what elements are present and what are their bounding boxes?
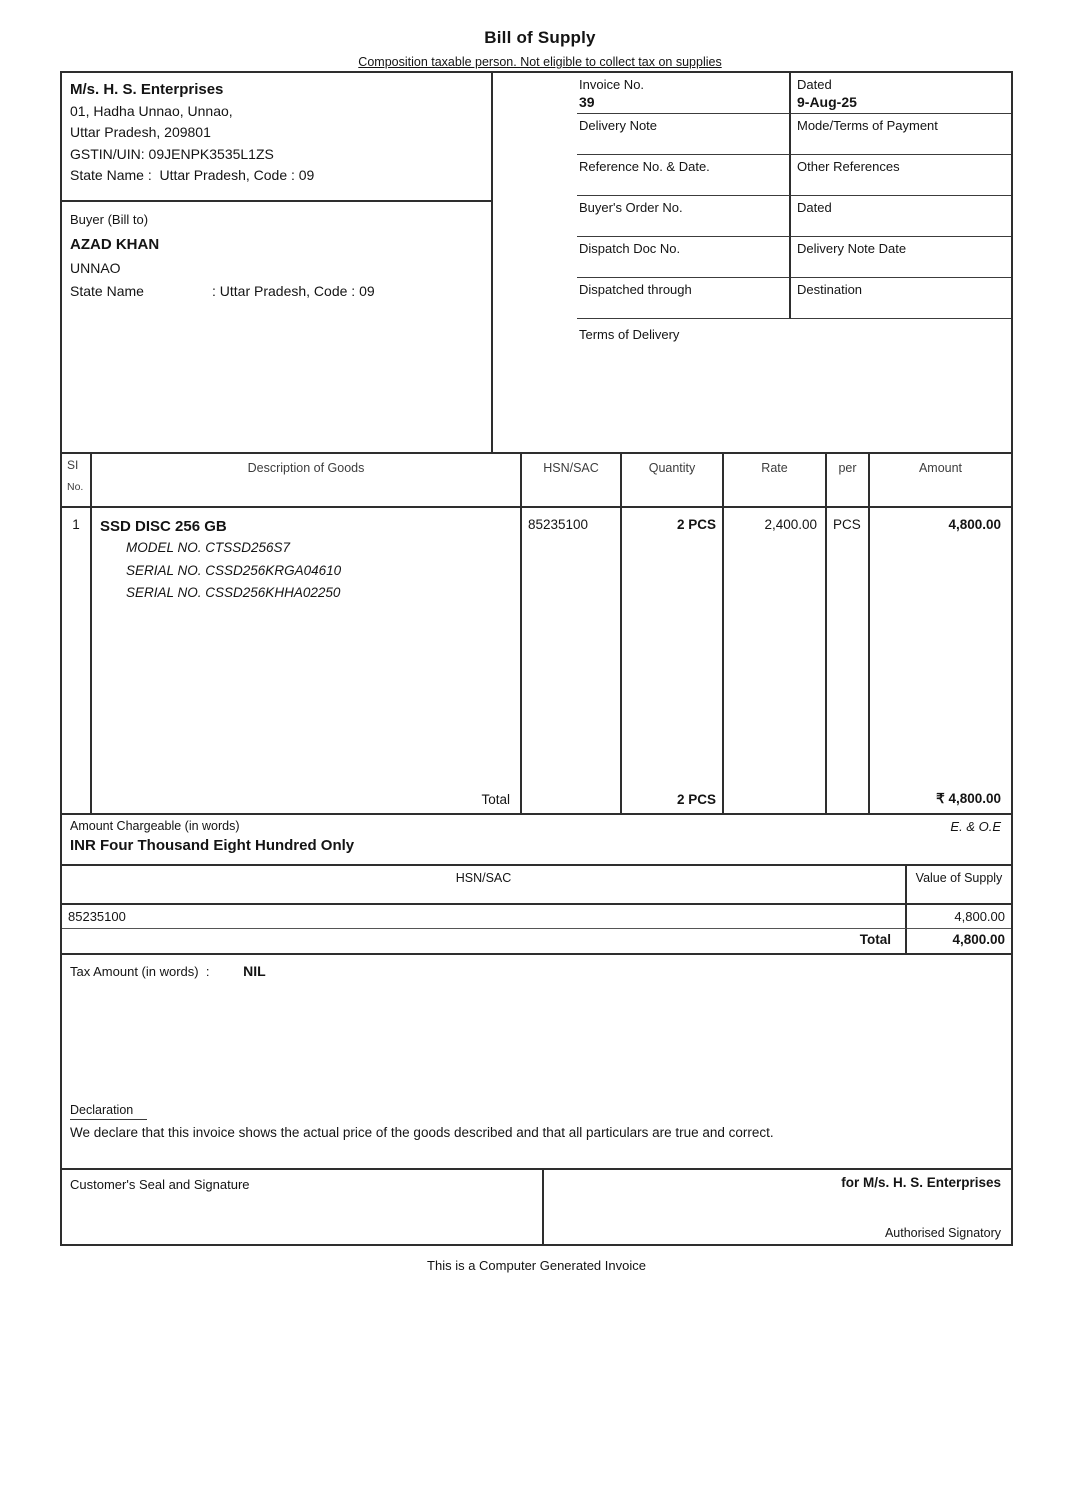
detail-label: Dispatch Doc No. bbox=[579, 241, 681, 256]
tax-declaration-section bbox=[62, 955, 1011, 1168]
declaration-text: We declare that this invoice shows the actual price of the goods described and that all particulars are true and correct. bbox=[70, 1125, 774, 1140]
invoice-number: 39 bbox=[579, 94, 595, 110]
hsn-code: 85235100 bbox=[62, 905, 907, 929]
item-quantity: 2 PCS bbox=[620, 508, 722, 788]
col-header-amount: Amount bbox=[868, 454, 1011, 506]
buyer-name: AZAD KHAN bbox=[70, 236, 160, 253]
declaration-title: Declaration bbox=[70, 1103, 147, 1120]
hsn-summary-table bbox=[62, 864, 1011, 955]
seller-gstin: GSTIN/UIN: 09JENPK3535L1ZS bbox=[70, 145, 274, 162]
computer-generated-note: This is a Computer Generated Invoice bbox=[427, 1258, 646, 1273]
item-rate: 2,400.00 bbox=[722, 508, 825, 788]
detail-label: Invoice No. bbox=[579, 77, 645, 92]
detail-cell-invoice-no bbox=[577, 73, 791, 114]
total-rate-cell bbox=[722, 788, 825, 813]
hsn-total-label: Total bbox=[62, 929, 907, 953]
item-serial-no-1: SERIAL NO. CSSD256KRGA04610 bbox=[126, 562, 342, 578]
seller-name: M/s. H. S. Enterprises bbox=[70, 81, 224, 98]
detail-label: Destination bbox=[797, 282, 863, 297]
detail-label: Dispatched through bbox=[579, 282, 692, 297]
items-table-row bbox=[62, 508, 1011, 788]
party-panel bbox=[62, 73, 493, 452]
detail-label: Other References bbox=[797, 159, 900, 174]
total-quantity: 2 PCS bbox=[620, 788, 722, 813]
item-serial: 1 bbox=[72, 517, 80, 532]
detail-cell-destination bbox=[791, 278, 1011, 319]
detail-label: Reference No. & Date. bbox=[579, 159, 710, 174]
buyer-city: UNNAO bbox=[70, 260, 121, 276]
amount-words-row bbox=[70, 819, 1003, 834]
amount-words-value: INR Four Thousand Eight Hundred Only bbox=[70, 837, 355, 854]
total-hsn-cell bbox=[520, 788, 620, 813]
total-label: Total bbox=[90, 788, 520, 813]
total-si-cell bbox=[62, 788, 90, 813]
col-header-per: per bbox=[825, 454, 868, 506]
hsn-col-header: HSN/SAC bbox=[62, 866, 907, 903]
detail-cell-reference bbox=[577, 155, 791, 196]
total-per-cell bbox=[825, 788, 868, 813]
detail-label: Delivery Note Date bbox=[797, 241, 907, 256]
buyer-state-label: State Name bbox=[70, 283, 144, 299]
customer-seal-area: Customer's Seal and Signature bbox=[62, 1170, 544, 1244]
detail-label: Mode/Terms of Payment bbox=[797, 118, 938, 133]
item-amount: 4,800.00 bbox=[868, 508, 1011, 788]
seller-block bbox=[62, 73, 491, 202]
detail-label: Dated bbox=[797, 77, 832, 92]
hsn-summary-row bbox=[62, 905, 1011, 929]
buyer-state-row bbox=[70, 279, 483, 303]
col-header-si-no bbox=[62, 454, 90, 506]
buyer-block bbox=[62, 202, 491, 303]
signature-section bbox=[62, 1168, 1011, 1244]
detail-cell-dispatch-doc bbox=[577, 237, 791, 278]
col-header-si: SI bbox=[67, 458, 79, 472]
item-model-no: MODEL NO. CTSSD256S7 bbox=[126, 540, 291, 555]
item-name: SSD DISC 256 GB bbox=[100, 518, 227, 535]
invoice-date: 9-Aug-25 bbox=[797, 94, 857, 110]
detail-cell-dispatched-through bbox=[577, 278, 791, 319]
invoice-details-panel bbox=[493, 73, 1011, 452]
detail-label: Buyer's Order No. bbox=[579, 200, 683, 215]
seller-address-line2: Uttar Pradesh, 209801 bbox=[70, 124, 211, 140]
eoe-note: E. & O.E bbox=[950, 819, 1001, 834]
for-company-label: for M/s. H. S. Enterprises bbox=[841, 1175, 1001, 1190]
col-header-description: Description of Goods bbox=[90, 454, 520, 506]
detail-cell-payment-terms bbox=[791, 114, 1011, 155]
item-hsn: 85235100 bbox=[520, 508, 620, 788]
seller-address-line1: 01, Hadha Unnao, Unnao, bbox=[70, 102, 233, 119]
seller-state: State Name : Uttar Pradesh, Code : 09 bbox=[70, 167, 315, 183]
buyer-label: Buyer (Bill to) bbox=[70, 212, 149, 227]
spacer bbox=[70, 979, 1003, 1101]
amount-words-label: Amount Chargeable (in words) bbox=[70, 819, 240, 833]
page-title: Bill of Supply bbox=[484, 28, 596, 47]
col-header-quantity: Quantity bbox=[620, 454, 722, 506]
col-header-no: No. bbox=[67, 481, 84, 493]
hsn-value: 4,800.00 bbox=[907, 905, 1011, 929]
hsn-summary-header bbox=[62, 866, 1011, 905]
item-serial-no-2: SERIAL NO. CSSD256KHHA02250 bbox=[126, 585, 341, 600]
detail-cell-buyers-order bbox=[577, 196, 791, 237]
terms-of-delivery: Terms of Delivery bbox=[579, 327, 680, 342]
top-section bbox=[62, 73, 1011, 454]
item-description-cell bbox=[90, 508, 520, 788]
total-amount: ₹ 4,800.00 bbox=[868, 788, 1011, 813]
hsn-summary-total-row bbox=[62, 929, 1011, 953]
detail-label: Delivery Note bbox=[579, 118, 658, 133]
tax-amount-value: NIL bbox=[243, 963, 266, 979]
value-of-supply-header: Value of Supply bbox=[915, 871, 1003, 885]
detail-cell-order-dated bbox=[791, 196, 1011, 237]
hsn-total-value: 4,800.00 bbox=[952, 932, 1005, 947]
page-subtitle: Composition taxable person. Not eligible to collect tax on supplies bbox=[358, 55, 722, 69]
detail-label: Dated bbox=[797, 200, 832, 215]
tax-amount-label: Tax Amount (in words) : bbox=[70, 964, 210, 979]
col-header-hsn: HSN/SAC bbox=[520, 454, 620, 506]
authorised-signatory-label: Authorised Signatory bbox=[884, 1226, 1001, 1240]
tax-amount-row bbox=[70, 963, 1003, 979]
items-total-row bbox=[62, 788, 1011, 815]
invoice-details-grid bbox=[493, 73, 1011, 319]
buyer-state-value: : Uttar Pradesh, Code : 09 bbox=[212, 283, 375, 299]
col-header-rate: Rate bbox=[722, 454, 825, 506]
items-table-header bbox=[62, 454, 1011, 508]
invoice-box bbox=[60, 71, 1013, 1246]
company-signature-area bbox=[544, 1170, 1011, 1244]
amount-in-words-section bbox=[62, 815, 1011, 864]
detail-cell-dated bbox=[791, 73, 1011, 114]
item-per: PCS bbox=[825, 508, 868, 788]
detail-cell-delivery-note-date bbox=[791, 237, 1011, 278]
detail-cell-other-references bbox=[791, 155, 1011, 196]
detail-cell-delivery-note bbox=[577, 114, 791, 155]
